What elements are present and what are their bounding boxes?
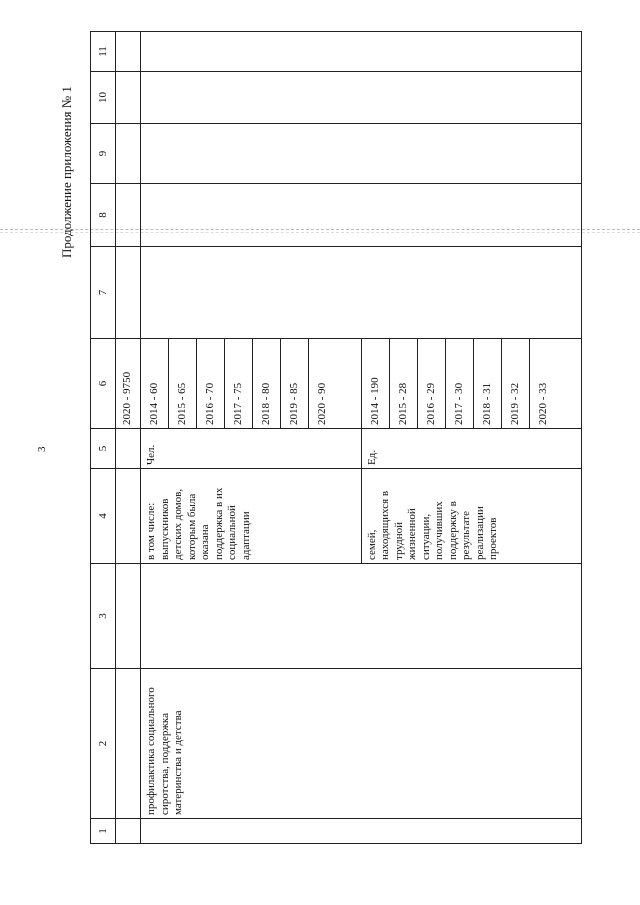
col-header-8: 8 bbox=[91, 184, 116, 247]
year-value: 2015 - 28 bbox=[390, 339, 418, 428]
year-value: 2014 - 190 bbox=[362, 339, 390, 428]
table-row bbox=[116, 32, 141, 844]
year-value: 2016 - 29 bbox=[418, 339, 446, 428]
col-header-7: 7 bbox=[91, 247, 116, 339]
col-header-2: 2 bbox=[91, 669, 116, 819]
col-header-6: 6 bbox=[91, 339, 116, 429]
cell-col4-top bbox=[116, 469, 141, 564]
year-value: 2014 - 60 bbox=[141, 339, 169, 428]
document-table-sheet bbox=[90, 32, 594, 844]
cell-col11-top bbox=[116, 32, 141, 72]
cell-col3-body bbox=[141, 564, 582, 669]
cell-col11-body bbox=[141, 32, 582, 72]
year-value: 2019 - 32 bbox=[502, 339, 530, 428]
cell-col1-body bbox=[141, 819, 582, 844]
program-description: профилактика социального сиротства, поддержка материнства и детства bbox=[145, 687, 184, 815]
col-header-10: 10 bbox=[91, 72, 116, 124]
cell-col1 bbox=[116, 819, 141, 844]
cell-col6-top bbox=[116, 339, 141, 429]
appendix-table bbox=[90, 31, 582, 844]
year-value: 2016 - 70 bbox=[197, 339, 225, 428]
year-value: 2018 - 80 bbox=[253, 339, 281, 428]
cell-col5-group2 bbox=[361, 429, 582, 469]
col-header-1: 1 bbox=[91, 819, 116, 844]
indicator-text: семей, находящихся в трудной жизненной ситуации, получивших поддержку в результате реализации проектов bbox=[365, 490, 499, 560]
cell-col4-group2 bbox=[361, 469, 582, 564]
cell-col10-top bbox=[116, 72, 141, 124]
cell-col2-top bbox=[116, 669, 141, 819]
cell-col7-body bbox=[141, 247, 582, 339]
cell-col3-top bbox=[116, 564, 141, 669]
year-value: 2017 - 30 bbox=[446, 339, 474, 428]
cell-col6-group1 bbox=[141, 339, 362, 429]
cell-col9-top bbox=[116, 124, 141, 184]
year-value: 2018 - 31 bbox=[474, 339, 502, 428]
year-value: 2020 - 33 bbox=[536, 382, 549, 425]
cell-col8-body bbox=[141, 184, 582, 247]
col-header-4: 4 bbox=[91, 469, 116, 564]
cell-col4-group1 bbox=[141, 469, 362, 564]
year-value: 2020 - 90 bbox=[316, 382, 328, 425]
year-value: 2019 - 85 bbox=[281, 339, 309, 428]
col-header-3: 3 bbox=[91, 564, 116, 669]
year-value: 2015 - 65 bbox=[169, 339, 197, 428]
cell-col5-top bbox=[116, 429, 141, 469]
cell-col2-body bbox=[141, 669, 582, 819]
indicator-text: в том числе: выпускников детских домов, которым была оказана поддержка в их социальной адаптации bbox=[145, 487, 252, 560]
cell-col7-top bbox=[116, 247, 141, 339]
page-number: 3 bbox=[36, 446, 48, 452]
col-header-11: 11 bbox=[91, 32, 116, 72]
col-header-5: 5 bbox=[91, 429, 116, 469]
cell-col8-top bbox=[116, 184, 141, 247]
unit-label: Ед. bbox=[365, 449, 378, 465]
column-number-row bbox=[91, 32, 116, 844]
top-value: 2020 - 9750 bbox=[121, 371, 134, 425]
cell-col9-body bbox=[141, 124, 582, 184]
cell-col6-group2 bbox=[361, 339, 582, 429]
col-header-9: 9 bbox=[91, 124, 116, 184]
table-row bbox=[141, 32, 362, 844]
cell-col5-group1 bbox=[141, 429, 362, 469]
appendix-continuation-label: Продолжение приложения № 1 bbox=[59, 86, 74, 258]
unit-label: Чел. bbox=[145, 444, 157, 465]
year-value: 2017 - 75 bbox=[225, 339, 253, 428]
cell-col10-body bbox=[141, 72, 582, 124]
